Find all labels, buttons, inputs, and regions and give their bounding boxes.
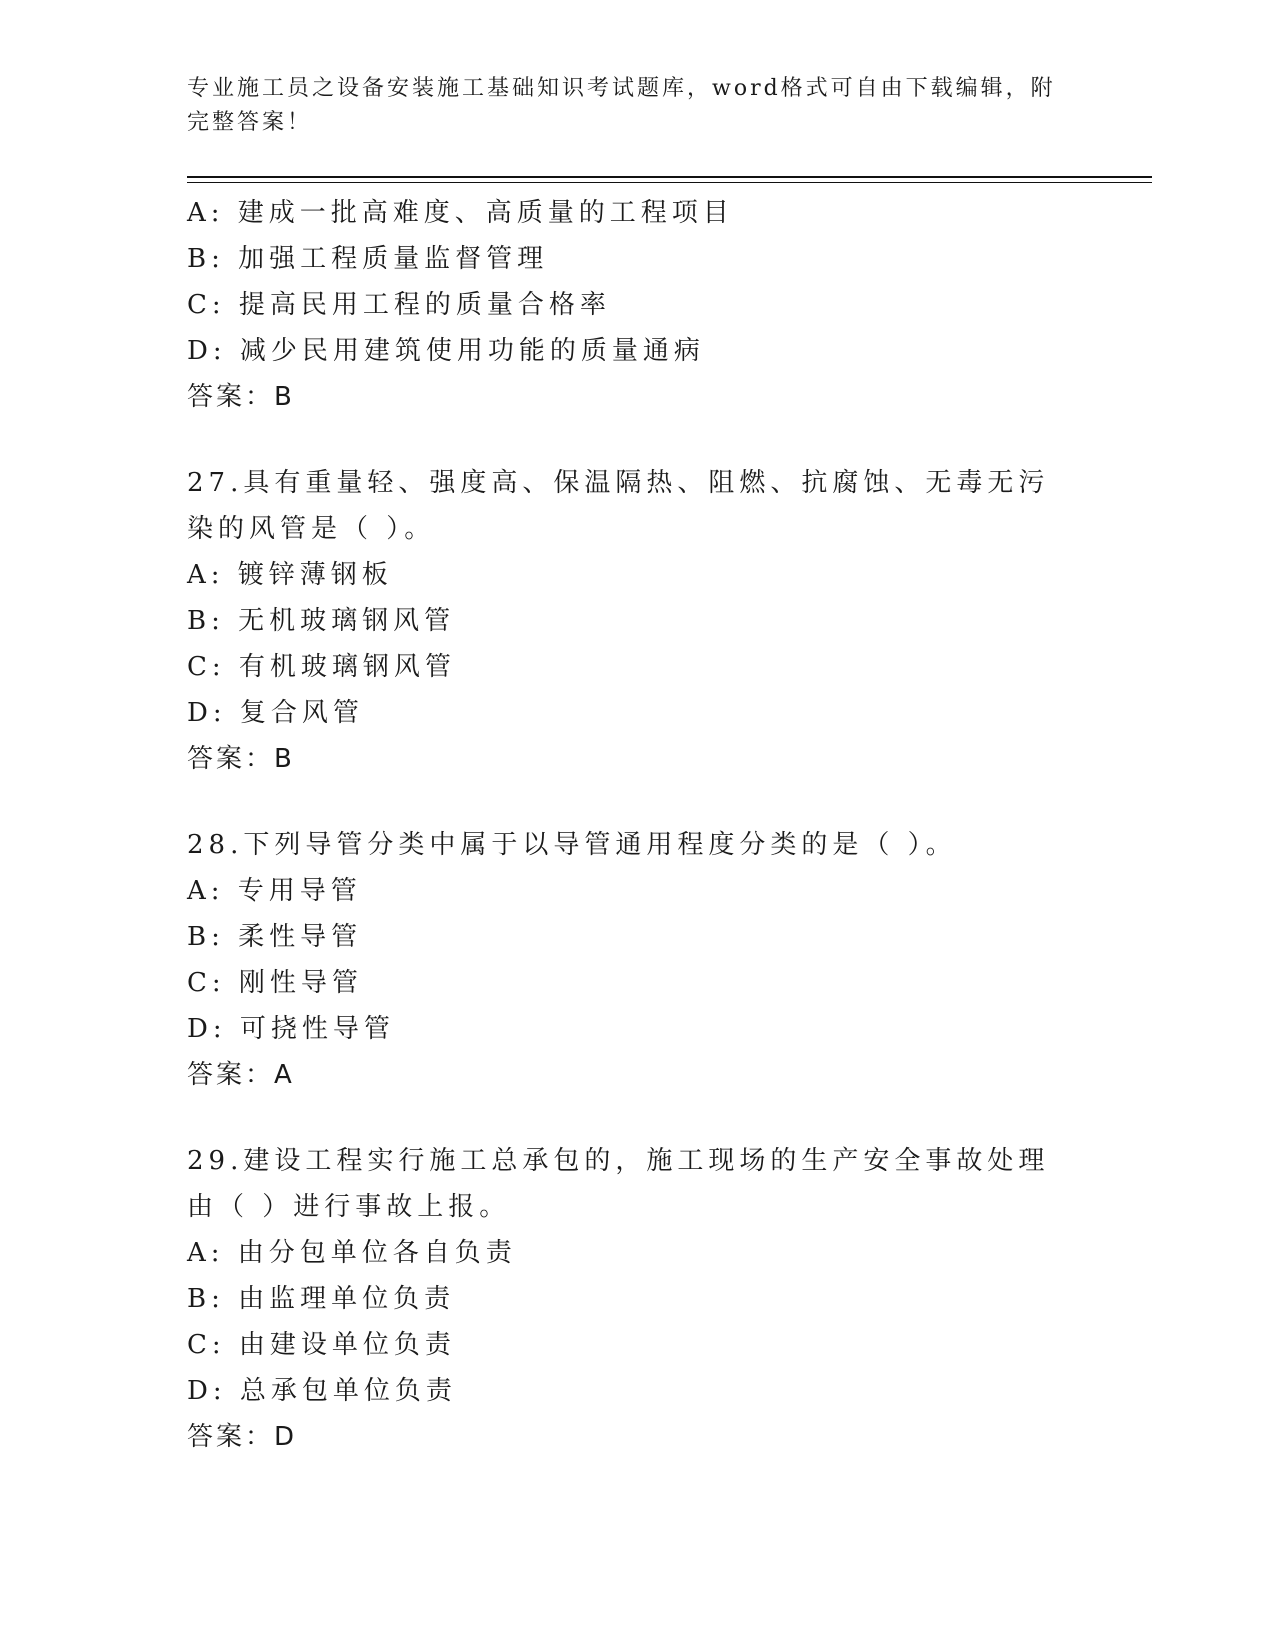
question-stem: 29.建设工程实行施工总承包的，施工现场的生产安全事故处理由（ ）进行事故上报。 <box>187 1146 1050 1222</box>
option-a: A: 专用导管 <box>187 876 362 906</box>
answer-line: 答案：A <box>187 1060 295 1090</box>
header-rule-thin <box>187 182 1152 183</box>
document-header: 专业施工员之设备安装施工基础知识考试题库，word格式可自由下载编辑，附完整答案！ <box>187 76 1056 135</box>
option-d: D: 总承包单位负责 <box>187 1376 457 1406</box>
question-block-28 <box>187 822 1087 1098</box>
question-block-29 <box>187 1138 1087 1460</box>
option-b: B: 柔性导管 <box>187 922 363 952</box>
option-a: A: 由分包单位各自负责 <box>187 1238 517 1268</box>
question-stem: 27.具有重量轻、强度高、保温隔热、阻燃、抗腐蚀、无毒无污染的风管是（ ）。 <box>187 468 1050 544</box>
option-b: B: 加强工程质量监督管理 <box>187 244 549 274</box>
question-block-27 <box>187 460 1087 782</box>
option-c: C: 由建设单位负责 <box>187 1330 456 1360</box>
option-b: B: 无机玻璃钢风管 <box>187 606 456 636</box>
option-c: C: 有机玻璃钢风管 <box>187 652 456 682</box>
option-c: C: 提高民用工程的质量合格率 <box>187 290 611 320</box>
answer-line: 答案：D <box>187 1422 298 1452</box>
question-block-26 <box>187 190 1087 420</box>
option-c: C: 刚性导管 <box>187 968 363 998</box>
option-a: A: 建成一批高难度、高质量的工程项目 <box>187 198 734 228</box>
option-d: D: 减少民用建筑使用功能的质量通病 <box>187 336 705 366</box>
answer-line: 答案：B <box>187 744 295 774</box>
option-a: A: 镀锌薄钢板 <box>187 560 393 590</box>
document-body <box>187 190 1087 1460</box>
option-b: B: 由监理单位负责 <box>187 1284 456 1314</box>
answer-line: 答案：B <box>187 382 295 412</box>
option-d: D: 复合风管 <box>187 698 364 728</box>
option-d: D: 可挠性导管 <box>187 1014 395 1044</box>
header-rule-thick <box>187 176 1152 178</box>
question-stem: 28.下列导管分类中属于以导管通用程度分类的是（ ）。 <box>187 830 957 860</box>
